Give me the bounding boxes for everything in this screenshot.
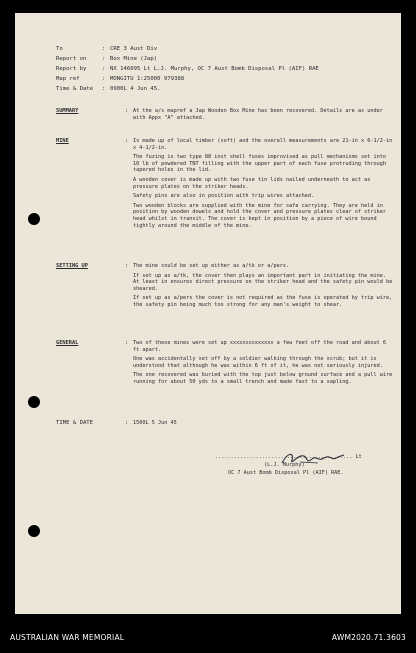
section-title-general: GENERAL	[56, 340, 79, 346]
header-row: To : CRE 3 Aust Div	[56, 46, 158, 52]
document-page: To : CRE 3 Aust Div Report on : Box Mine (Jap) Report by : NX 146095 Lt L.J. Murphy, OC 7 Aust Bomb Disposal Pl (AIF) RAE Map ref : MONGITU 1:25000 979388 Time & Date : 0900L 4 Jun 45. SUMMARY : At the a/s mapref a Jap Wooden Box Mine has been recovered. Details are as under with Appx "A" attached. MINE : Is made up of local timber (soft) and the overall measurements are 21-in x 6-1/2-in x 4-1/2-in. The fuzing is two type 88 inst shell fuses improvised as pull mechanisms set into 10 lb of powdered TNT filling with the upper part of each fuse protruding through tapered holes in the lid. A wooden cover is made up with two fuse tin lids nailed underneath to act as pressure plates on the striker heads. Safety pins are also in position with trip wires attached. Two wooden blocks are supplied with the mine for safe carrying. They are held in position by wooden dowels and hold the cover and pressure plates clear of striker head whilst in transit. The cover is kept in position by a piece of wire bound tightly around the middle of the mine. SETTING UP : The mine could be set up either as a/tk or a/pers. If set up as a/tk, the cover then plays an important part in initiating the mine. At least in ensures direct pressure on the striker head and the safety pin would be sheared. If set up as a/pers the cover is not required as the fuse is operated by trip wire, the safety pin being much too strong for any man's weight to shear. GENERAL : Two of these mines were set up xxxxxxxxxxxxxx a few feet off the road and about 6 ft apart. One was accidentally set off by a soldier walking through the scrub; but it is understood that although he was within 6 ft of it, he was not seriously injured. The one recovered was buried with the top just below ground surface and a pull wire running for about 50 yds to a small trench and made fast to a sapling. TIME & DATE : 1500L 5 Jun 45 ............................................ Lt (L.J. Murphy) OC 7 Aust Bomb Disposal Pl (AIF) RAE.	[15, 13, 401, 614]
closing-label: TIME & DATE	[56, 420, 94, 426]
footer-accession-number: AWM2020.71.3603	[331, 633, 406, 642]
header-row: Report by : NX 146095 Lt L.J. Murphy, OC 7 Aust Bomb Disposal Pl (AIF) RAE	[56, 66, 319, 72]
section-title-setting-up: SETTING UP	[56, 263, 88, 269]
closing-value: 1500L 5 Jun 45	[133, 420, 177, 426]
signature-name: (L.J. Murphy)	[264, 462, 305, 468]
header-row: Report on : Box Mine (Jap)	[56, 56, 158, 62]
punch-hole	[28, 525, 40, 537]
footer-institution: AUSTRALIAN WAR MEMORIAL	[10, 633, 125, 642]
section-body-mine: Is made up of local timber (soft) and the overall measurements are 21-in x 6-1/2-in x 4-1/2-in. The fuzing is two type 88 inst shell fuses improvised as pull mechanisms set into 10 lb of powdered TNT filling with the upper part of each fuse protruding through tapered holes in the lid. A wooden cover is made up with two fuse tin lids nailed underneath to act as pressure plates on the striker heads. Safety pins are also in position with trip wires attached. Two wooden blocks are supplied with the mine for safe carrying. They are held in position by wooden dowels and hold the cover and pressure plates clear of striker head whilst in transit. The cover is kept in position by a piece of wire bound tightly around the middle of the mine.	[133, 138, 393, 229]
section-body-summary: At the a/s mapref a Jap Wooden Box Mine has been recovered. Details are as under with Appx "A" attached.	[133, 108, 383, 121]
signature-line: ............................................ Lt	[215, 454, 362, 460]
section-title-mine: MINE	[56, 138, 69, 144]
signature-unit: OC 7 Aust Bomb Disposal Pl (AIF) RAE.	[228, 470, 344, 476]
punch-hole	[28, 396, 40, 408]
header-row: Map ref : MONGITU 1:25000 979388	[56, 76, 185, 82]
section-title-summary: SUMMARY	[56, 108, 79, 114]
section-body-general: Two of these mines were set up xxxxxxxxxxxxxx a few feet off the road and about 6 ft apart. One was accidentally set off by a soldier walking through the scrub; but it is understood that although he was within 6 ft of it, he was not seriously injured. The one recovered was buried with the top just below ground surface and a pull wire running for about 50 yds to a small trench and made fast to a sapling.	[133, 340, 393, 385]
header-row: Time & Date : 0900L 4 Jun 45.	[56, 86, 161, 92]
punch-hole	[28, 213, 40, 225]
section-body-setting-up: The mine could be set up either as a/tk or a/pers. If set up as a/tk, the cover then plays an important part in initiating the mine. At least in ensures direct pressure on the striker head and the safety pin would be sheared. If set up as a/pers the cover is not required as the fuse is operated by trip wire, the safety pin being much too strong for any man's weight to shear.	[133, 263, 393, 308]
